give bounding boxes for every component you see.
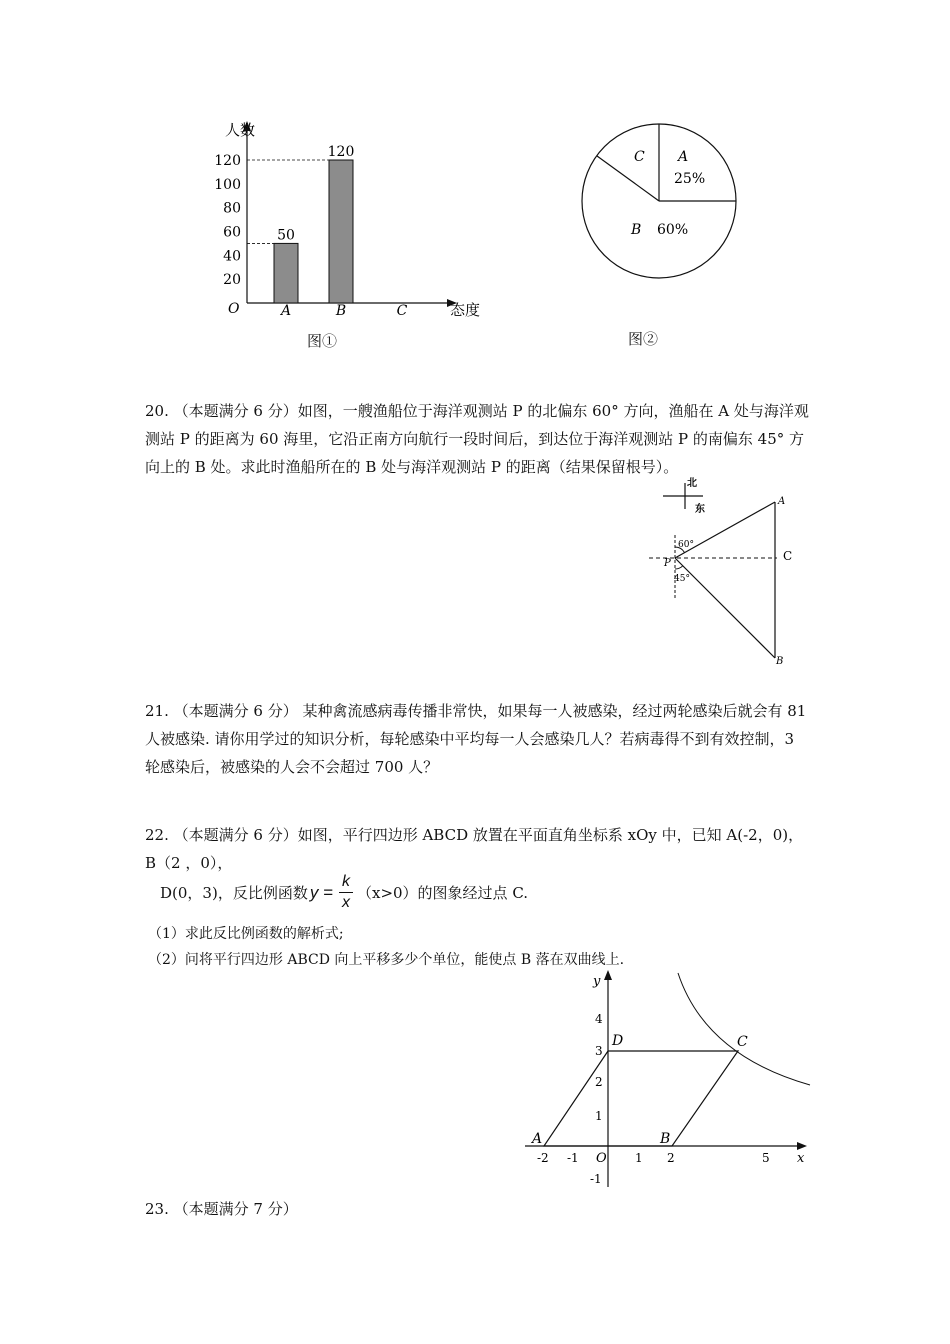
question-22-sub-2: （2）问将平行四边形 ABCD 向上平移多少个单位，能使点 B 落在双曲线上. bbox=[148, 952, 625, 968]
figure-1-caption: 图① bbox=[307, 332, 338, 350]
question-22-graph bbox=[520, 965, 815, 1190]
point-a-label: A bbox=[778, 496, 786, 507]
x-category-label: B bbox=[335, 303, 347, 319]
x-axis-label: 态度 bbox=[450, 301, 481, 319]
point-b-label: B bbox=[776, 656, 784, 667]
hyperbola-curve bbox=[678, 973, 810, 1085]
question-20-figure bbox=[645, 475, 820, 670]
point-c-label: C bbox=[783, 549, 793, 563]
point-b: B bbox=[660, 1131, 671, 1147]
formula-fraction bbox=[339, 872, 353, 913]
y-tick-label: 80 bbox=[223, 200, 241, 217]
x-tick-5: 5 bbox=[762, 1151, 770, 1165]
parallelogram-abcd bbox=[544, 1051, 738, 1146]
pie-slice-b-label: B bbox=[631, 222, 642, 238]
point-a: A bbox=[532, 1131, 543, 1147]
pie-slice-b-percent: 60% bbox=[657, 222, 689, 238]
x-category-label: A bbox=[280, 303, 292, 319]
bar-chart bbox=[195, 115, 495, 325]
bar-b bbox=[329, 160, 353, 303]
north-label: 北 bbox=[687, 478, 697, 489]
angle-60-label: 60° bbox=[678, 540, 694, 550]
question-22-line-1: 22. （本题满分 6 分）如图，平行四边形 ABCD 放置在平面直角坐标系 xOy 中，已知 A(-2，0)，B（2 ，0）， bbox=[145, 826, 804, 872]
line-2-suffix: （x>0）的图象经过点 C. bbox=[356, 884, 529, 902]
y-tick-1: 1 bbox=[595, 1109, 603, 1123]
y-tick-label: 120 bbox=[214, 153, 241, 169]
x-tick-2: 2 bbox=[667, 1151, 675, 1165]
question-22-sub-1: （1）求此反比例函数的解析式; bbox=[148, 926, 344, 942]
pie-slice-a-percent: 25% bbox=[674, 171, 706, 187]
y-tick-3: 3 bbox=[595, 1044, 603, 1058]
pie-chart bbox=[580, 120, 750, 290]
east-label: 东 bbox=[695, 504, 705, 515]
graph-y-label: y bbox=[593, 974, 601, 989]
x-category-label: C bbox=[396, 303, 408, 319]
y-axis-label: 人数 bbox=[225, 121, 256, 139]
pie-slice-a-label: A bbox=[678, 149, 689, 165]
origin-label: O bbox=[228, 301, 240, 317]
point-c: C bbox=[737, 1034, 748, 1050]
y-tick-label: 40 bbox=[223, 248, 241, 265]
question-22-line-2 bbox=[160, 872, 528, 913]
pie-slice-boundary-c bbox=[597, 156, 659, 201]
y-tick-2: 2 bbox=[595, 1075, 603, 1089]
line-2-prefix: D(0，3)，反比例函数 bbox=[160, 884, 308, 902]
graph-x-label: x bbox=[797, 1151, 805, 1166]
pie-slice-c-label: C bbox=[634, 149, 645, 165]
formula-denominator: x bbox=[341, 894, 350, 911]
y-tick-label: 100 bbox=[214, 176, 241, 193]
bar-value-label: 50 bbox=[277, 227, 295, 244]
x-tick-1: 1 bbox=[635, 1151, 643, 1165]
question-21: 21. （本题满分 6 分） 某种禽流感病毒传播非常快，如果每一人被感染，经过两轮感染后就会有 81 人被感染. 请你用学过的知识分析，每轮感染中平均每一人会感染几人？若病毒得不到有效控制，3 轮感染后，被感染的人会不会超过 700 人？ bbox=[145, 702, 807, 776]
segment-pb bbox=[675, 558, 775, 658]
bar-a bbox=[274, 243, 298, 303]
y-tick-label: 20 bbox=[223, 272, 241, 289]
angle-45-label: 45° bbox=[674, 574, 690, 584]
bar-value-label: 120 bbox=[327, 144, 355, 160]
x-tick-neg1: -1 bbox=[567, 1151, 579, 1165]
y-tick-neg1: -1 bbox=[590, 1172, 602, 1186]
point-p-label: P bbox=[664, 558, 671, 569]
question-20: 20. （本题满分 6 分）如图，一艘渔船位于海洋观测站 P 的北偏东 60° 方向，渔船在 A 处与海洋观测站 P 的距离为 60 海里，它沿正南方向航行一段时间后，到达位于海洋观测站 P 的南偏东 45° 方向上的 B 处。求此时渔船所在的 B 处与海洋观测站 P 的距离（结果保留根号）。 bbox=[145, 402, 809, 476]
y-tick-4: 4 bbox=[595, 1012, 603, 1026]
formula-numerator: k bbox=[339, 872, 353, 893]
x-tick-neg2: -2 bbox=[537, 1151, 549, 1165]
question-23: 23. （本题满分 7 分） bbox=[145, 1200, 298, 1218]
point-d: D bbox=[612, 1033, 624, 1049]
y-tick-label: 60 bbox=[223, 224, 241, 241]
graph-origin: O bbox=[596, 1151, 607, 1166]
figure-2-caption: 图② bbox=[628, 330, 659, 348]
formula-y: y = bbox=[309, 882, 333, 902]
